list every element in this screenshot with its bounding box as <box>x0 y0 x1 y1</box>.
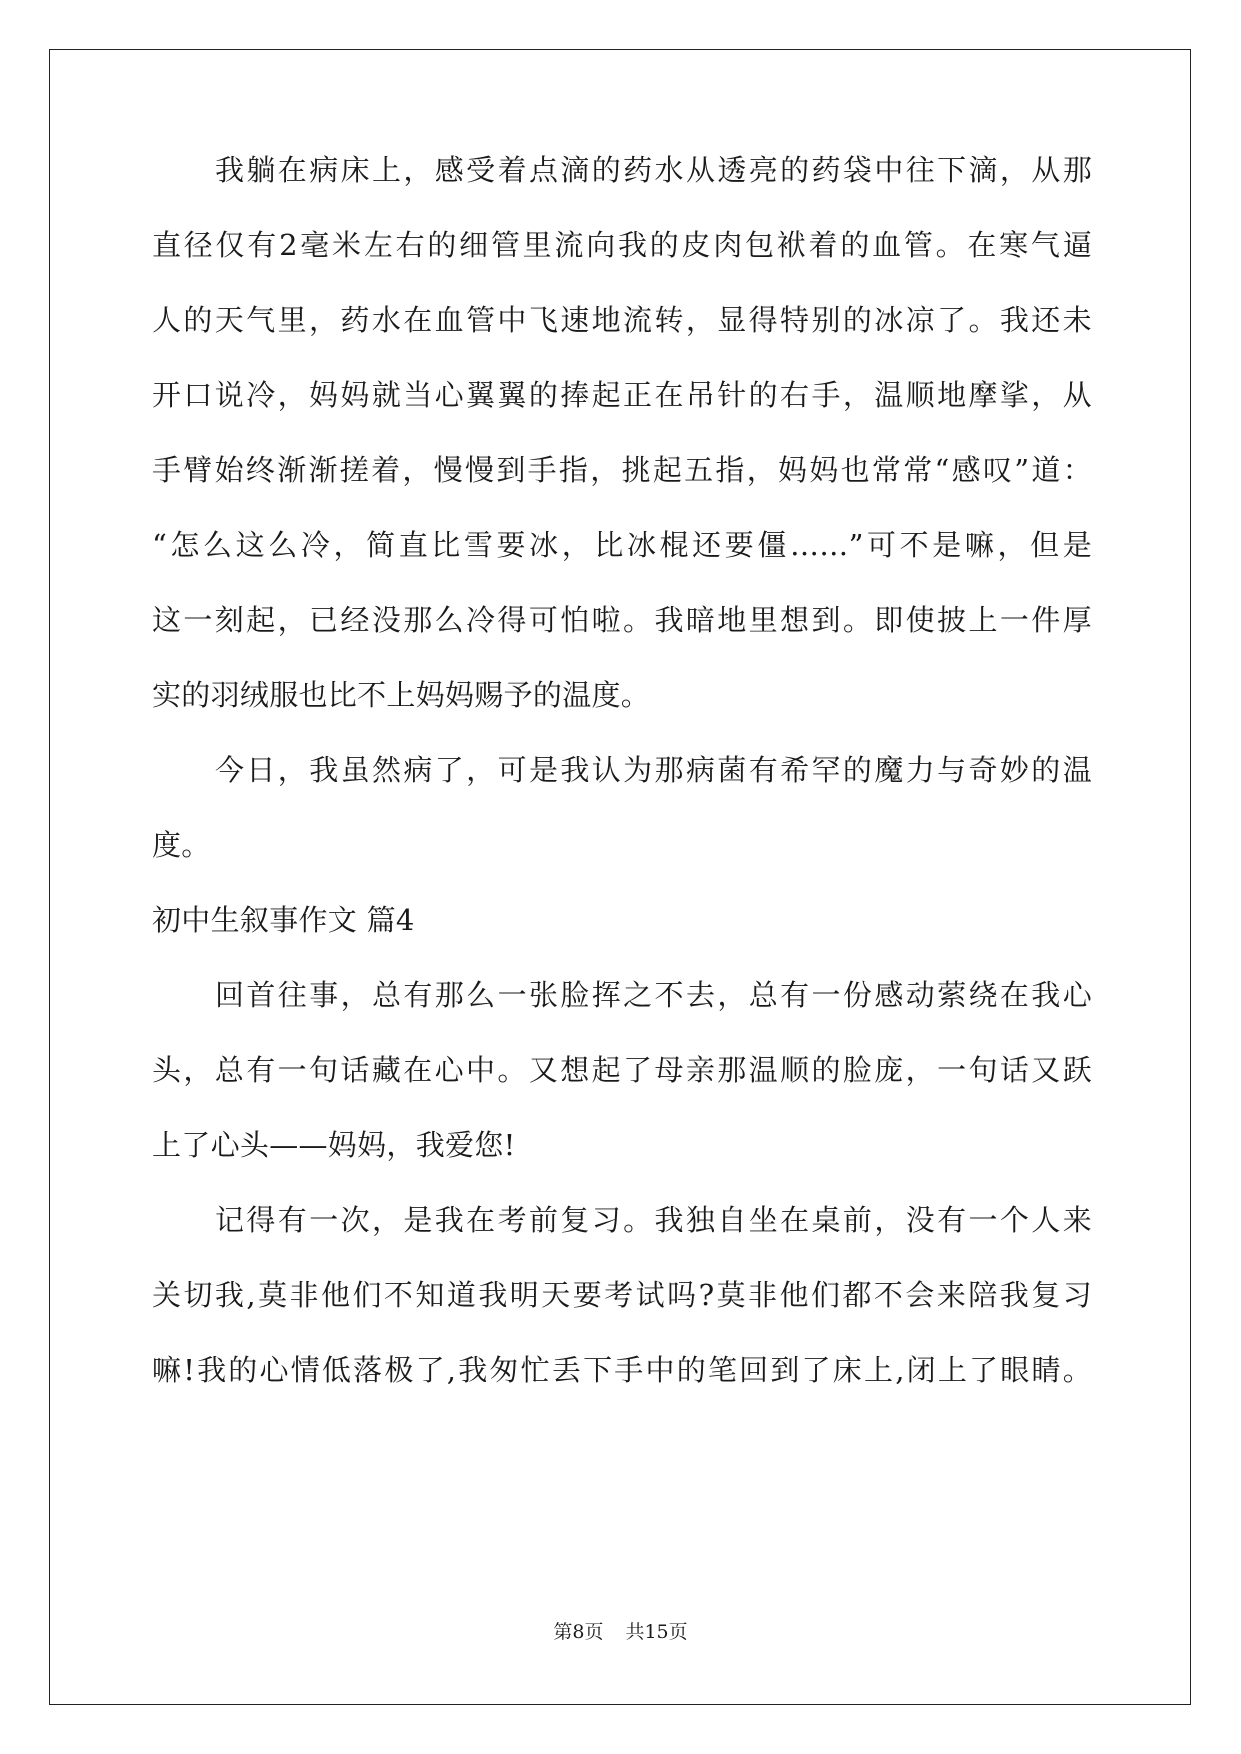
body-text-line: 上了心头——妈妈，我爱您! <box>152 1128 516 1162</box>
page-footer <box>0 1620 1241 1644</box>
body-text-line: 关切我,莫非他们不知道我明天要考试吗?莫非他们都不会来陪我复习 <box>152 1278 1092 1312</box>
body-text-line: “怎么这么冷，简直比雪要冰，比冰棍还要僵……”可不是嘛，但是 <box>152 528 1092 562</box>
body-text-line: 头，总有一句话藏在心中。又想起了母亲那温顺的脸庞，一句话又跃 <box>152 1053 1092 1087</box>
body-text-line: 度。 <box>152 828 211 862</box>
page-number: 第8页 <box>553 1621 604 1643</box>
body-text-line: 实的羽绒服也比不上妈妈赐予的温度。 <box>152 678 651 712</box>
body-text-line: 今日，我虽然病了，可是我认为那病菌有希罕的魔力与奇妙的温 <box>215 753 1092 787</box>
body-text-line: 人的天气里，药水在血管中飞速地流转，显得特别的冰凉了。我还未 <box>152 303 1092 337</box>
body-text-line: 嘛!我的心情低落极了,我匆忙丢下手中的笔回到了床上,闭上了眼睛。 <box>152 1353 1092 1387</box>
section-heading: 初中生叙事作文 篇4 <box>152 903 415 937</box>
body-text-line: 直径仅有2毫米左右的细管里流向我的皮肉包袱着的血管。在寒气逼 <box>152 228 1092 262</box>
body-text-line: 手臂始终渐渐搓着，慢慢到手指，挑起五指，妈妈也常常“感叹”道： <box>152 453 1092 487</box>
body-text-line: 回首往事，总有那么一张脸挥之不去，总有一份感动萦绕在我心 <box>215 978 1092 1012</box>
body-text-line: 我躺在病床上，感受着点滴的药水从透亮的药袋中往下滴，从那 <box>215 153 1092 187</box>
body-text-line: 这一刻起，已经没那么冷得可怕啦。我暗地里想到。即使披上一件厚 <box>152 603 1092 637</box>
body-text-line: 记得有一次，是我在考前复习。我独自坐在桌前，没有一个人来 <box>215 1203 1092 1237</box>
page-border <box>49 49 1191 1705</box>
page-total: 共15页 <box>625 1621 688 1643</box>
body-text-line: 开口说冷，妈妈就当心翼翼的捧起正在吊针的右手，温顺地摩挲，从 <box>152 378 1092 412</box>
